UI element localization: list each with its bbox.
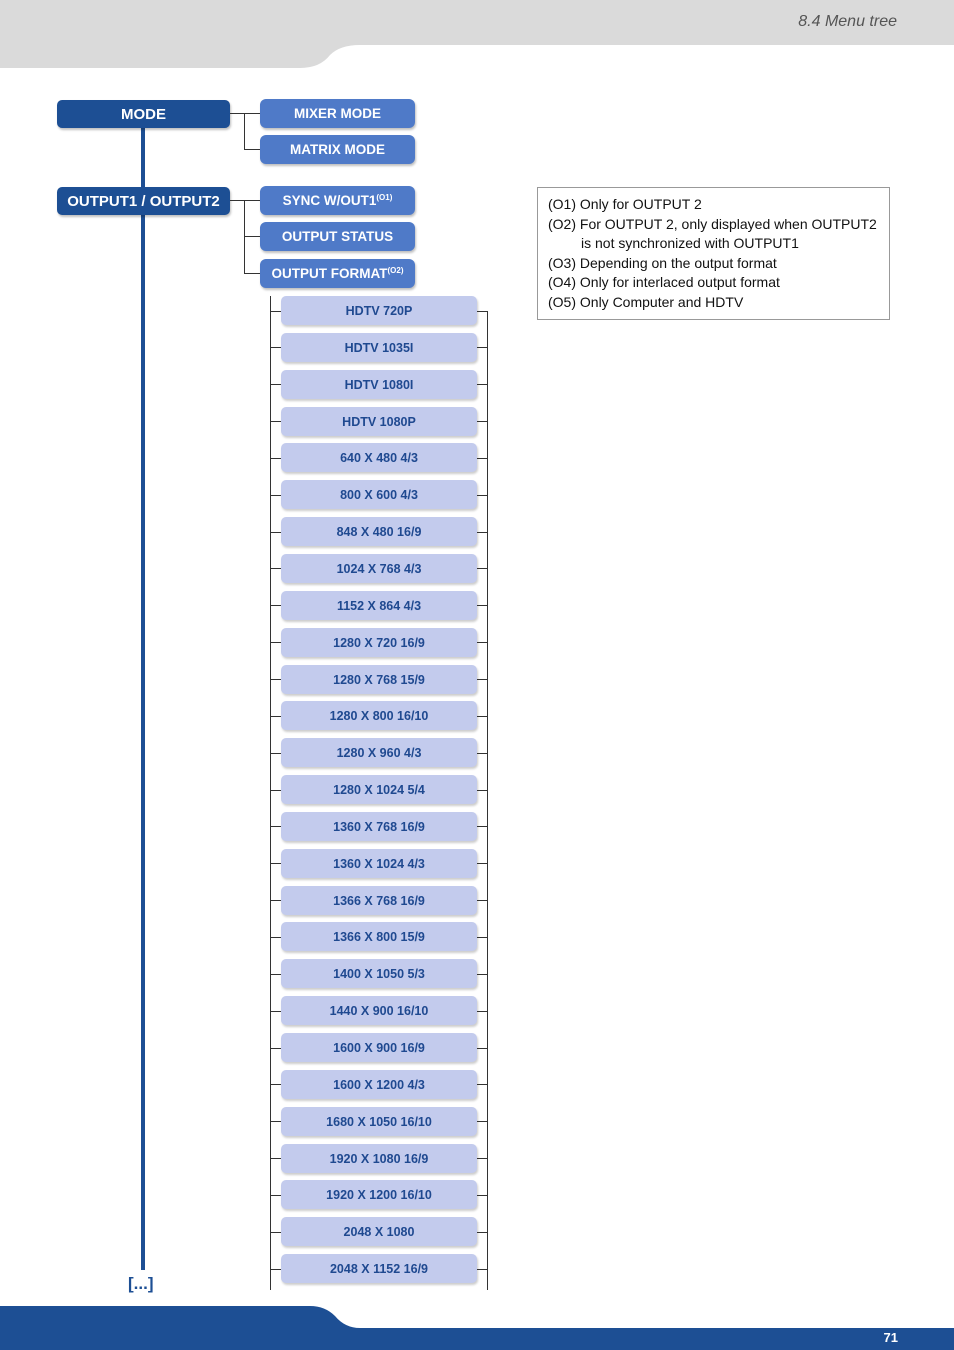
format-option[interactable]: 1360 X 768 16/9 <box>281 812 477 841</box>
more-ellipsis: [...] <box>128 1274 154 1293</box>
format-option[interactable]: 1280 X 960 4/3 <box>281 738 477 767</box>
format-right-tick <box>477 863 488 864</box>
format-label: OUTPUT FORMAT <box>271 266 388 281</box>
format-right-tick <box>477 900 488 901</box>
format-right-tick <box>477 384 488 385</box>
format-option[interactable]: 1920 X 1200 16/10 <box>281 1180 477 1209</box>
note-line: (O1) Only for OUTPUT 2 <box>548 196 702 212</box>
format-option[interactable]: 1400 X 1050 5/3 <box>281 959 477 988</box>
format-option[interactable]: 2048 X 1080 <box>281 1217 477 1246</box>
format-option[interactable]: 848 X 480 16/9 <box>281 517 477 546</box>
format-option[interactable]: 1280 X 720 16/9 <box>281 628 477 657</box>
format-option[interactable]: 1360 X 1024 4/3 <box>281 849 477 878</box>
matrix-mode-node[interactable]: MATRIX MODE <box>260 135 415 164</box>
format-option[interactable]: 640 X 480 4/3 <box>281 443 477 472</box>
format-right-tick <box>477 605 488 606</box>
format-right-tick <box>477 495 488 496</box>
format-right-tick <box>477 1048 488 1049</box>
format-right-tick <box>477 1011 488 1012</box>
format-left-tick <box>270 495 281 496</box>
format-left-tick <box>270 347 281 348</box>
format-left-tick <box>270 421 281 422</box>
format-right-tick <box>477 421 488 422</box>
format-left-tick <box>270 1232 281 1233</box>
format-list-left-line <box>270 296 271 1290</box>
output-format-node[interactable] <box>260 259 415 288</box>
mixer-mode-node[interactable]: MIXER MODE <box>260 99 415 128</box>
format-option[interactable]: 1152 X 864 4/3 <box>281 591 477 620</box>
format-option[interactable]: 1280 X 768 15/9 <box>281 665 477 694</box>
format-right-tick <box>477 1158 488 1159</box>
format-right-tick <box>477 311 488 312</box>
format-option[interactable]: 800 X 600 4/3 <box>281 480 477 509</box>
format-right-tick <box>477 568 488 569</box>
format-left-tick <box>270 1269 281 1270</box>
format-right-tick <box>477 974 488 975</box>
format-right-tick <box>477 790 488 791</box>
format-option[interactable]: 1280 X 800 16/10 <box>281 701 477 730</box>
format-option[interactable]: 1366 X 768 16/9 <box>281 886 477 915</box>
notes-box <box>537 187 890 320</box>
format-option[interactable]: 1280 X 1024 5/4 <box>281 775 477 804</box>
format-option[interactable]: 1024 X 768 4/3 <box>281 554 477 583</box>
format-option[interactable]: 1440 X 900 16/10 <box>281 996 477 1025</box>
note-line: (O5) Only Computer and HDTV <box>548 293 744 310</box>
output-connector <box>230 200 260 201</box>
format-option[interactable]: HDTV 1080I <box>281 370 477 399</box>
format-left-tick <box>270 753 281 754</box>
format-option[interactable]: 1366 X 800 15/9 <box>281 922 477 951</box>
format-left-tick <box>270 458 281 459</box>
format-left-tick <box>270 532 281 533</box>
format-left-tick <box>270 679 281 680</box>
format-option[interactable]: 1680 X 1050 16/10 <box>281 1107 477 1136</box>
format-left-tick <box>270 568 281 569</box>
format-left-tick <box>270 1011 281 1012</box>
footer-band <box>0 1300 954 1350</box>
format-left-tick <box>270 1195 281 1196</box>
mode-node[interactable]: MODE <box>57 100 230 128</box>
format-option[interactable]: HDTV 1035I <box>281 333 477 362</box>
note-line: is not synchronized with OUTPUT1 <box>581 235 799 251</box>
format-right-tick <box>477 1232 488 1233</box>
format-right-tick <box>477 532 488 533</box>
format-option[interactable]: 2048 X 1152 16/9 <box>281 1254 477 1283</box>
format-option[interactable]: 1920 X 1080 16/9 <box>281 1144 477 1173</box>
sync-note: (O1) <box>376 193 393 202</box>
format-left-tick <box>270 826 281 827</box>
format-left-tick <box>270 1121 281 1122</box>
format-right-tick <box>477 1195 488 1196</box>
format-right-tick <box>477 642 488 643</box>
format-right-tick <box>477 347 488 348</box>
format-left-tick <box>270 1084 281 1085</box>
format-right-tick <box>477 679 488 680</box>
sync-label: SYNC W/OUT1 <box>282 193 377 208</box>
format-right-tick <box>477 458 488 459</box>
output-branch-h3 <box>244 273 260 274</box>
format-left-tick <box>270 937 281 938</box>
format-left-tick <box>270 790 281 791</box>
format-left-tick <box>270 384 281 385</box>
format-left-tick <box>270 1048 281 1049</box>
format-option[interactable]: HDTV 720P <box>281 296 477 325</box>
note-line: (O4) Only for interlaced output format <box>548 274 780 290</box>
section-title: 8.4 Menu tree <box>798 13 897 30</box>
format-left-tick <box>270 1158 281 1159</box>
format-left-tick <box>270 716 281 717</box>
format-right-tick <box>477 1121 488 1122</box>
format-note: (O2) <box>387 266 404 275</box>
page-number: 71 <box>883 1330 898 1345</box>
format-option[interactable]: 1600 X 1200 4/3 <box>281 1070 477 1099</box>
output-status-node[interactable]: OUTPUT STATUS <box>260 222 415 251</box>
format-right-tick <box>477 753 488 754</box>
format-option[interactable]: 1600 X 900 16/9 <box>281 1033 477 1062</box>
format-right-tick <box>477 826 488 827</box>
output-node[interactable]: OUTPUT1 / OUTPUT2 <box>57 187 230 215</box>
format-left-tick <box>270 311 281 312</box>
trunk-line <box>141 128 145 1270</box>
output-branch-vertical <box>244 200 245 274</box>
format-right-tick <box>477 937 488 938</box>
mode-branch-vertical <box>244 113 245 150</box>
format-left-tick <box>270 863 281 864</box>
format-left-tick <box>270 642 281 643</box>
sync-w-out1-node[interactable] <box>260 186 415 215</box>
mode-connector <box>230 113 260 114</box>
header-band <box>0 0 954 70</box>
format-right-tick <box>477 1269 488 1270</box>
format-option[interactable]: HDTV 1080P <box>281 407 477 436</box>
output-branch-h2 <box>244 236 260 237</box>
format-left-tick <box>270 974 281 975</box>
mode-branch-h2 <box>244 149 260 150</box>
note-line: (O3) Depending on the output format <box>548 254 777 271</box>
note-line: (O2) For OUTPUT 2, only displayed when OUTPUT2 <box>548 215 877 232</box>
format-right-tick <box>477 1084 488 1085</box>
format-right-tick <box>477 716 488 717</box>
format-left-tick <box>270 900 281 901</box>
format-left-tick <box>270 605 281 606</box>
